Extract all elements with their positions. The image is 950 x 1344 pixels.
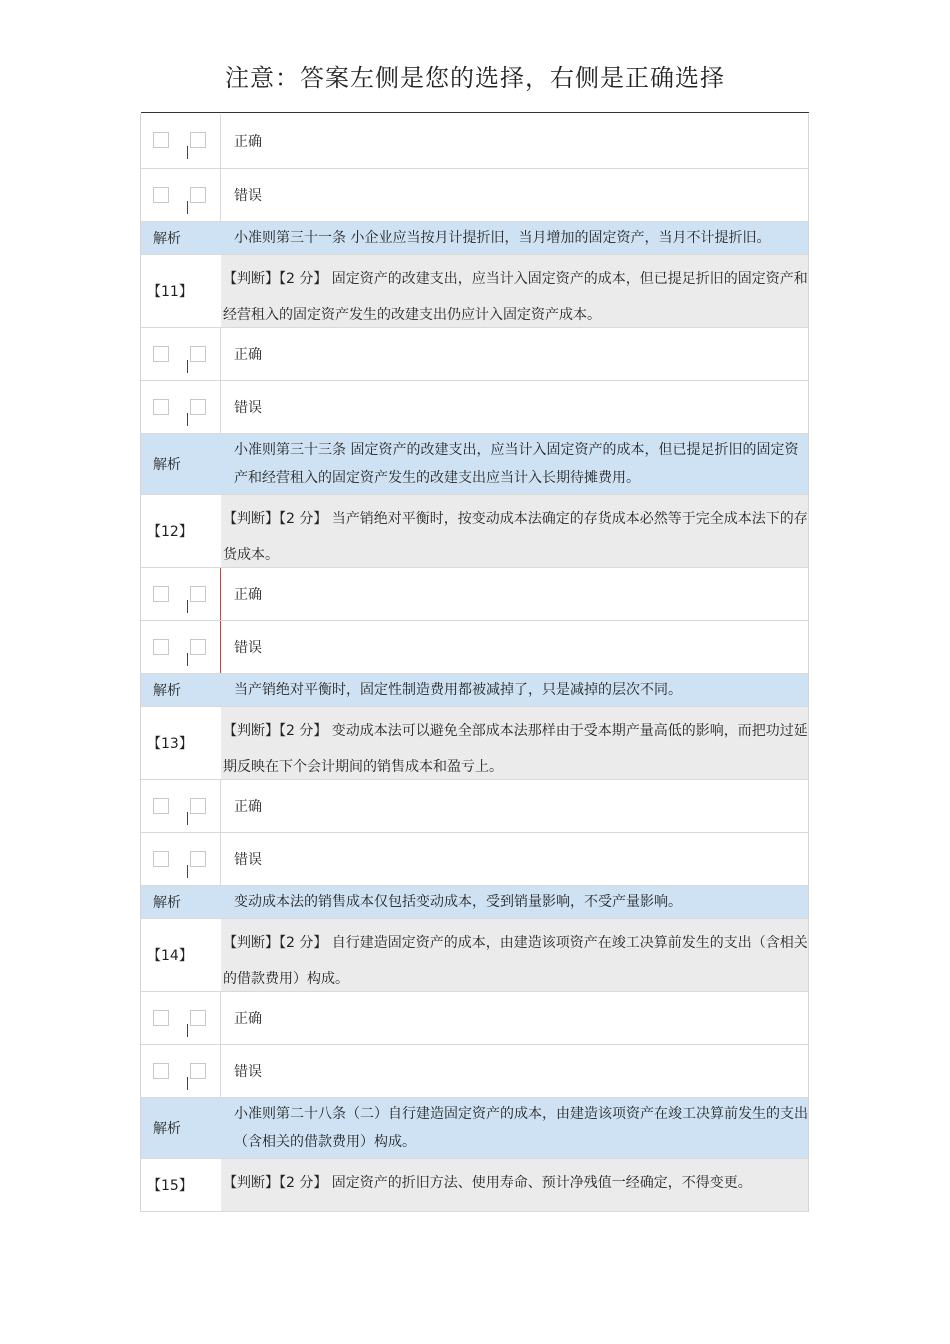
- your-choice-checkbox[interactable]: [153, 639, 169, 655]
- question-number: 【15】: [141, 1159, 221, 1211]
- answer-option-row: [140, 833, 809, 886]
- option-label: 正确: [234, 1011, 262, 1027]
- correct-choice-checkbox[interactable]: [190, 399, 206, 415]
- question-text: 【判断】【2 分】 当产销绝对平衡时，按变动成本法确定的存货成本必然等于完全成本法下的存货成本。: [221, 495, 808, 567]
- option-label: 正确: [234, 134, 262, 150]
- separator-mark: [187, 1077, 188, 1090]
- explanation-label: 解析: [153, 683, 181, 699]
- choice-cell: [141, 169, 221, 221]
- question-row: [140, 1159, 809, 1212]
- correct-choice-checkbox[interactable]: [190, 1063, 206, 1079]
- explanation-label: 解析: [153, 895, 181, 911]
- separator-mark: [187, 146, 188, 159]
- your-choice-checkbox[interactable]: [153, 1010, 169, 1026]
- question-row: [140, 707, 809, 780]
- answer-option-row: [140, 568, 809, 621]
- explanation-label: 解析: [153, 231, 181, 247]
- question-text: 【判断】【2 分】 固定资产的折旧方法、使用寿命、预计净残值一经确定，不得变更。: [221, 1159, 808, 1211]
- choice-cell: [141, 568, 221, 620]
- choice-cell: [141, 1045, 221, 1097]
- explanation-text: 小准则第三十一条 小企业应当按月计提折旧，当月增加的固定资产，当月不计提折旧。: [234, 230, 771, 246]
- answer-option-row: [140, 621, 809, 674]
- explanation-text: 当产销绝对平衡时，固定性制造费用都被减掉了，只是减掉的层次不同。: [234, 682, 682, 698]
- title-divider: [141, 112, 809, 113]
- your-choice-checkbox[interactable]: [153, 187, 169, 203]
- question-text: 【判断】【2 分】 变动成本法可以避免全部成本法那样由于受本期产量高低的影响，而把功过延期反映在下个会计期间的销售成本和盈亏上。: [221, 707, 808, 779]
- correct-choice-checkbox[interactable]: [190, 798, 206, 814]
- explanation-row: [140, 674, 809, 707]
- correct-choice-checkbox[interactable]: [190, 639, 206, 655]
- separator-mark: [187, 865, 188, 878]
- explanation-text: 小准则第二十八条（二）自行建造固定资产的成本，由建造该项资产在竣工决算前发生的支出（含相关的借款费用）构成。: [234, 1106, 808, 1150]
- question-number: 【12】: [141, 495, 221, 567]
- explanation-row: [140, 434, 809, 495]
- question-number: 【11】: [141, 255, 221, 327]
- question-number: 【14】: [141, 919, 221, 991]
- option-label: 正确: [234, 347, 262, 363]
- question-number: 【13】: [141, 707, 221, 779]
- correct-choice-checkbox[interactable]: [190, 586, 206, 602]
- option-label: 正确: [234, 587, 262, 603]
- your-choice-checkbox[interactable]: [153, 132, 169, 148]
- question-row: [140, 255, 809, 328]
- question-text: 【判断】【2 分】 自行建造固定资产的成本，由建造该项资产在竣工决算前发生的支出（含相关的借款费用）构成。: [221, 919, 808, 991]
- separator-mark: [187, 600, 188, 613]
- choice-cell: [141, 780, 221, 832]
- question-row: [140, 919, 809, 992]
- answer-option-row: [140, 992, 809, 1045]
- page-title: 注意：答案左侧是您的选择，右侧是正确选择: [225, 64, 725, 92]
- option-label: 错误: [234, 400, 262, 416]
- your-choice-checkbox[interactable]: [153, 1063, 169, 1079]
- answer-option-row: [140, 1045, 809, 1098]
- explanation-label: 解析: [153, 457, 181, 473]
- choice-cell: [141, 114, 221, 168]
- choice-cell: [141, 992, 221, 1044]
- separator-mark: [187, 1024, 188, 1037]
- explanation-row: [140, 1098, 809, 1159]
- separator-mark: [187, 653, 188, 666]
- correct-choice-checkbox[interactable]: [190, 1010, 206, 1026]
- option-label: 错误: [234, 640, 262, 656]
- option-label: 正确: [234, 799, 262, 815]
- choice-cell: [141, 833, 221, 885]
- correct-choice-checkbox[interactable]: [190, 851, 206, 867]
- separator-mark: [187, 812, 188, 825]
- question-text: 【判断】【2 分】 固定资产的改建支出，应当计入固定资产的成本，但已提足折旧的固定资产和经营租入的固定资产发生的改建支出仍应计入固定资产成本。: [221, 255, 808, 327]
- correct-choice-checkbox[interactable]: [190, 346, 206, 362]
- answer-option-row: [140, 381, 809, 434]
- explanation-label: 解析: [153, 1121, 181, 1137]
- answer-option-row: [140, 114, 809, 169]
- option-label: 错误: [234, 188, 262, 204]
- question-row: [140, 495, 809, 568]
- choice-cell: [141, 328, 221, 380]
- option-label: 错误: [234, 852, 262, 868]
- choice-cell: [141, 381, 221, 433]
- separator-mark: [187, 413, 188, 426]
- option-label: 错误: [234, 1064, 262, 1080]
- explanation-text: 小准则第三十三条 固定资产的改建支出，应当计入固定资产的成本，但已提足折旧的固定资产和经营租入的固定资产发生的改建支出应当计入长期待摊费用。: [234, 442, 799, 486]
- explanation-row: [140, 886, 809, 919]
- your-choice-checkbox[interactable]: [153, 399, 169, 415]
- separator-mark: [187, 201, 188, 214]
- answer-option-row: [140, 780, 809, 833]
- explanation-row: [140, 222, 809, 255]
- your-choice-checkbox[interactable]: [153, 586, 169, 602]
- correct-choice-checkbox[interactable]: [190, 132, 206, 148]
- answer-option-row: [140, 328, 809, 381]
- correct-choice-checkbox[interactable]: [190, 187, 206, 203]
- your-choice-checkbox[interactable]: [153, 851, 169, 867]
- your-choice-checkbox[interactable]: [153, 346, 169, 362]
- your-choice-checkbox[interactable]: [153, 798, 169, 814]
- explanation-text: 变动成本法的销售成本仅包括变动成本，受到销量影响，不受产量影响。: [234, 894, 682, 910]
- answer-sheet: [140, 114, 809, 1212]
- choice-cell: [141, 621, 221, 673]
- answer-option-row: [140, 169, 809, 222]
- separator-mark: [187, 360, 188, 373]
